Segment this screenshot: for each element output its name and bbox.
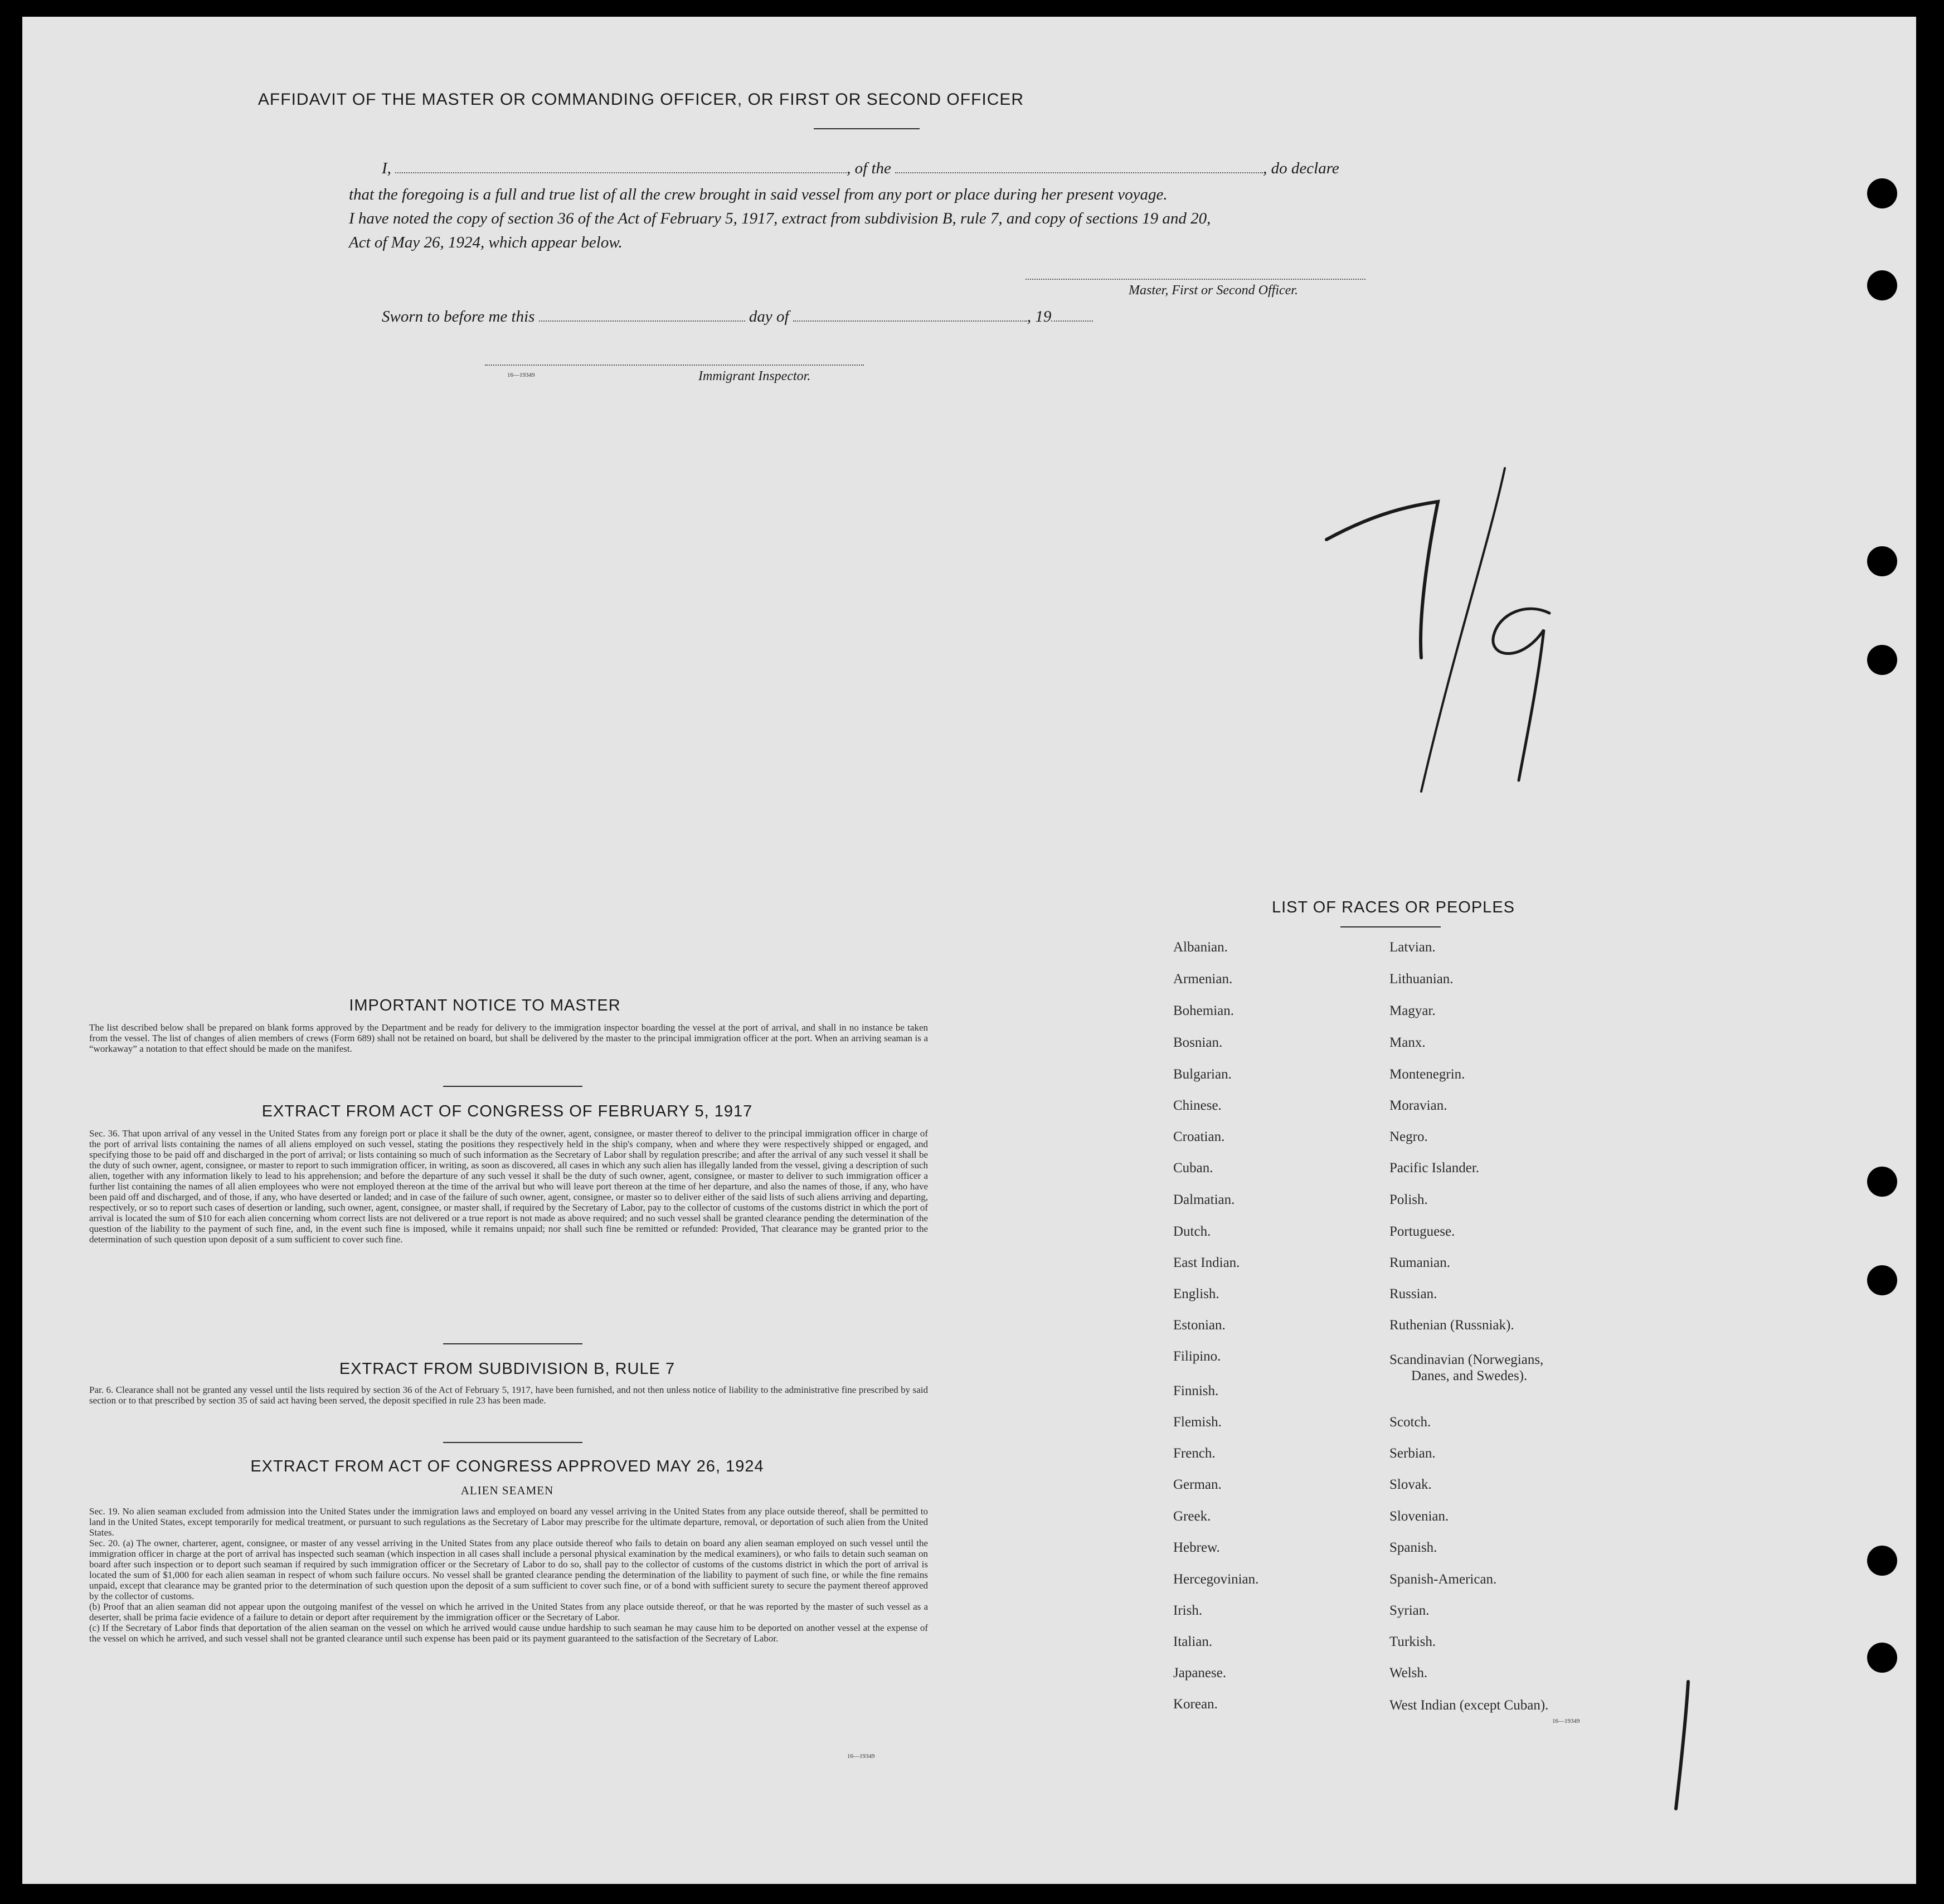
race-item: Italian. xyxy=(1173,1634,1213,1649)
affidavit-line4: Act of May 26, 1924, which appear below. xyxy=(349,234,623,251)
race-item: French. xyxy=(1173,1446,1216,1461)
race-item: Turkish. xyxy=(1389,1634,1436,1649)
race-item: Manx. xyxy=(1389,1035,1426,1050)
notice-rule xyxy=(443,1086,582,1087)
races-rule xyxy=(1340,926,1441,927)
race-item: Russian. xyxy=(1389,1286,1437,1301)
race-item: Bosnian. xyxy=(1173,1035,1223,1050)
extract-1924-title: EXTRACT FROM ACT OF CONGRESS APPROVED MAY 26, 1924 xyxy=(250,1458,764,1475)
sec20c-text: (c) If the Secretary of Labor finds that deportation of the alien seaman on the vessel on which he arrived would cause undue hardship to such seaman he may cause him to be deported on another vessel at the expense of the vessel on which he arrived, and such vessel shall not be granted clearance until such expense has been paid or its payment guaranteed to the satisfaction of the Secretary of Labor. xyxy=(89,1623,928,1644)
race-item: Estonian. xyxy=(1173,1318,1226,1333)
rule7-title: EXTRACT FROM SUBDIVISION B, RULE 7 xyxy=(339,1360,675,1378)
race-item: Hercegovinian. xyxy=(1173,1572,1259,1587)
handwritten-fraction xyxy=(1304,446,1561,836)
race-item: Albanian. xyxy=(1173,940,1228,955)
punch-hole xyxy=(1867,1546,1897,1576)
race-item: Croatian. xyxy=(1173,1129,1225,1144)
affidavit-title: AFFIDAVIT OF THE MASTER OR COMMANDING OFFICER, OR FIRST OR SECOND OFFICER xyxy=(257,90,1024,109)
race-item: Syrian. xyxy=(1389,1603,1430,1618)
race-item: Montenegrin. xyxy=(1389,1067,1465,1082)
race-item: Filipino. xyxy=(1173,1349,1221,1364)
race-item: Flemish. xyxy=(1173,1415,1222,1430)
race-item: West Indian (except Cuban). xyxy=(1389,1698,1549,1713)
punch-hole xyxy=(1867,1167,1897,1197)
affidavit-line1 xyxy=(382,159,1339,178)
notice-body: The list described below shall be prepared on blank forms approved by the Department and be ready for delivery to the immigration inspector boarding the vessel at the port of arrival, and shall in no instance be taken from the vessel. The list of changes of alien members of crews (Form 689) shall not be retained on board, but shall be delivered by the master to the principal immigration officer at the port. When an arriving seaman is a “workaway” a notation to that effect should be made on the manifest. xyxy=(89,1022,928,1054)
punch-hole xyxy=(1867,270,1897,300)
rule7-body: Par. 6. Clearance shall not be granted any vessel until the lists required by section 36 of the Act of February 5, 1917, have been furnished, and not then unless notice of liability to the administrative fine prescribed by said section or to that prescribed by section 35 of said act having been served, the deposit specified in rule 23 has been made. xyxy=(89,1385,928,1406)
race-item: Scandinavian (Norwegians, xyxy=(1389,1352,1544,1367)
sworn-line xyxy=(382,308,1093,326)
sec20a-text: Sec. 20. (a) The owner, charterer, agent, consignee, or master of any vessel arriving in the United States from any place outside thereof who fails to detain on board any alien seaman employed on such vessel until the immigration officer in charge at the port of arrival has inspected such seaman (which inspection in all cases shall include a personal physical examination by the medical examiners), or who fails to detain such seaman on board after such inspection or to deport such seaman if required by such immigration officer or the Secretary of Labor to do so, shall pay to the collector of customs of the customs district in which the port of arrival is located the sum of $1,000 for each alien seaman in respect of whom such failure occurs. No vessel shall be granted clearance pending the determination of the liability to payment of such fine, or while the fine remains unpaid, except that clearance may be granted prior to the determination of such question upon the deposit of a sum sufficient to cover such fine, or of a bond with sufficient surety to secure the payment thereof approved by the collector of customs. xyxy=(89,1538,928,1601)
day-of-text: day of xyxy=(749,308,789,326)
affidavit-title-rule xyxy=(814,128,920,129)
race-item: Magyar. xyxy=(1389,1003,1436,1018)
race-item: Lithuanian. xyxy=(1389,972,1454,987)
affidavit-declare: , do declare xyxy=(1263,159,1339,177)
race-item: Rumanian. xyxy=(1389,1255,1451,1270)
year-blank xyxy=(1051,319,1093,322)
races-form-number: 16—19349 xyxy=(1552,1718,1580,1725)
race-item: Bohemian. xyxy=(1173,1003,1235,1018)
affidavit-of-the: , of the xyxy=(847,159,891,177)
race-item: Ruthenian (Russniak). xyxy=(1389,1318,1514,1333)
notice-title: IMPORTANT NOTICE TO MASTER xyxy=(349,997,621,1014)
month-blank xyxy=(793,319,1027,322)
race-item: Chinese. xyxy=(1173,1098,1222,1113)
extract-1917-title: EXTRACT FROM ACT OF CONGRESS OF FEBRUARY 5, 1917 xyxy=(261,1102,753,1120)
race-item: Scotch. xyxy=(1389,1415,1431,1430)
race-item: German. xyxy=(1173,1477,1222,1492)
race-item: Pacific Islander. xyxy=(1389,1160,1480,1176)
races-title: LIST OF RACES OR PEOPLES xyxy=(1271,898,1515,916)
race-item: Negro. xyxy=(1389,1129,1428,1144)
race-item: Latvian. xyxy=(1389,940,1436,955)
extract-1917-rule xyxy=(443,1343,582,1344)
race-item: Dalmatian. xyxy=(1173,1192,1235,1207)
punch-hole xyxy=(1867,645,1897,675)
race-item: Spanish. xyxy=(1389,1540,1437,1555)
race-item: Serbian. xyxy=(1389,1446,1436,1461)
race-item: Moravian. xyxy=(1389,1098,1447,1113)
race-item: Spanish-American. xyxy=(1389,1572,1497,1587)
affidavit-form-number: 16—19349 xyxy=(507,372,535,378)
punch-hole xyxy=(1867,178,1897,208)
year-text: , 19 xyxy=(1027,308,1052,326)
sec20b-text: (b) Proof that an alien seaman did not appear upon the outgoing manifest of the vessel on which he arrived in the United States from any place outside thereof, or that he was reported by the master of such vessel as a deserter, shall be prima facie evidence of a failure to detain or deport after requirement by the immigration officer or the Secretary of Labor. xyxy=(89,1601,928,1623)
inspector-label: Immigrant Inspector. xyxy=(698,369,811,383)
race-item: Korean. xyxy=(1173,1697,1218,1712)
affidavit-i: I, xyxy=(382,159,391,177)
punch-hole xyxy=(1867,1643,1897,1673)
signature-label: Master, First or Second Officer. xyxy=(1129,283,1298,298)
extract-form-number: 16—19349 xyxy=(847,1753,875,1760)
race-item: East Indian. xyxy=(1173,1255,1240,1270)
sworn-text: Sworn to before me this xyxy=(382,308,535,326)
sec19-text: Sec. 19. No alien seaman excluded from admission into the United States under the immigration laws and employed on board any vessel arriving in the United States from any place outside thereof, shall be permitted to land in the United States, except temporarily for medical treatment, or pursuant to such regulations as the Secretary of Labor may prescribe for the ultimate departure, removal, or deportation of such alien from the United States. xyxy=(89,1506,928,1538)
vessel-blank xyxy=(895,171,1263,173)
extract-1924-body xyxy=(89,1506,928,1644)
race-item: English. xyxy=(1173,1286,1219,1301)
race-item: Hebrew. xyxy=(1173,1540,1220,1555)
day-blank xyxy=(539,319,745,322)
extract-1917-body: Sec. 36. That upon arrival of any vessel in the United States from any foreign port or place it shall be the duty of the owner, agent, consignee, or master thereof to deliver to the principal immigration officer in charge of the port of arrival lists containing the names of all aliens employed on such vessel, stating the positions they respectively held in the ship's company, when and where they were respectively shipped or engaged, and specifying those to be paid off and discharged in the port of arrival; or lists containing so much of such information as the Secretary of Labor shall by regulation prescribe; and after the arrival of any such vessel it shall be the duty of such owner, agent, consignee, or master to report to such immigration officer, in writing, as soon as discovered, all cases in which any such alien has illegally landed from the vessel, giving a description of such alien, together with any information likely to lead to his apprehension; and before the departure of any such vessel it shall be the duty of such owner, agent, consignee, or master to deliver to such immigration officer a further list containing the names of all alien employees who were not employed thereon at the time of the arrival but who will leave port thereon at the time of her departure, and also the names of those, if any, who have been paid off and discharged, and of those, if any, who have deserted or landed; and in case of the failure of such owner, agent, consignee, or master so to deliver either of the said lists of such aliens arriving and departing, respectively, or so to report such cases of desertion or landing, such owner, agent, consignee, or master shall, if required by the Secretary of Labor, pay to the collector of customs of the customs district in which the port of arrival is located the sum of $10 for each alien concerning whom correct lists are not delivered or a true report is not made as above required; and no such vessel shall be granted clearance pending the determination of the question of the liability to the payment of such fine, and, in the event such fine is imposed, while it remains unpaid; nor shall such fine be remitted or refunded: Provided, That clearance may be granted prior to the determination of such question upon deposit of a sum sufficient to cover such fine. xyxy=(89,1128,928,1245)
race-item: Welsh. xyxy=(1389,1665,1428,1680)
race-item: Irish. xyxy=(1173,1603,1203,1618)
race-item: Armenian. xyxy=(1173,972,1233,987)
race-item: Slovenian. xyxy=(1389,1509,1449,1524)
punch-hole xyxy=(1867,546,1897,576)
punch-hole xyxy=(1867,1265,1897,1295)
affidavit-line3: I have noted the copy of section 36 of the Act of February 5, 1917, extract from subdivision B, rule 7, and copy of sections 19 and 20, xyxy=(349,210,1211,227)
race-item: Japanese. xyxy=(1173,1665,1227,1680)
race-item: Danes, and Swedes). xyxy=(1411,1368,1528,1383)
race-item: Polish. xyxy=(1389,1192,1428,1207)
rule7-rule xyxy=(443,1442,582,1443)
extract-1924-subtitle: ALIEN SEAMEN xyxy=(460,1484,554,1497)
race-item: Dutch. xyxy=(1173,1224,1211,1239)
signature-line xyxy=(1026,279,1365,280)
race-item: Finnish. xyxy=(1173,1383,1219,1398)
race-item: Bulgarian. xyxy=(1173,1067,1232,1082)
document-page xyxy=(22,17,1916,1884)
inspector-line xyxy=(485,365,864,366)
race-item: Slovak. xyxy=(1389,1477,1432,1492)
race-item: Portuguese. xyxy=(1389,1224,1455,1239)
handwritten-stroke xyxy=(1664,1675,1697,1820)
affidavit-line2: that the foregoing is a full and true list of all the crew brought in said vessel from any port or place during her present voyage. xyxy=(349,186,1168,203)
name-blank xyxy=(395,171,847,173)
race-item: Cuban. xyxy=(1173,1160,1213,1176)
race-item: Greek. xyxy=(1173,1509,1211,1524)
